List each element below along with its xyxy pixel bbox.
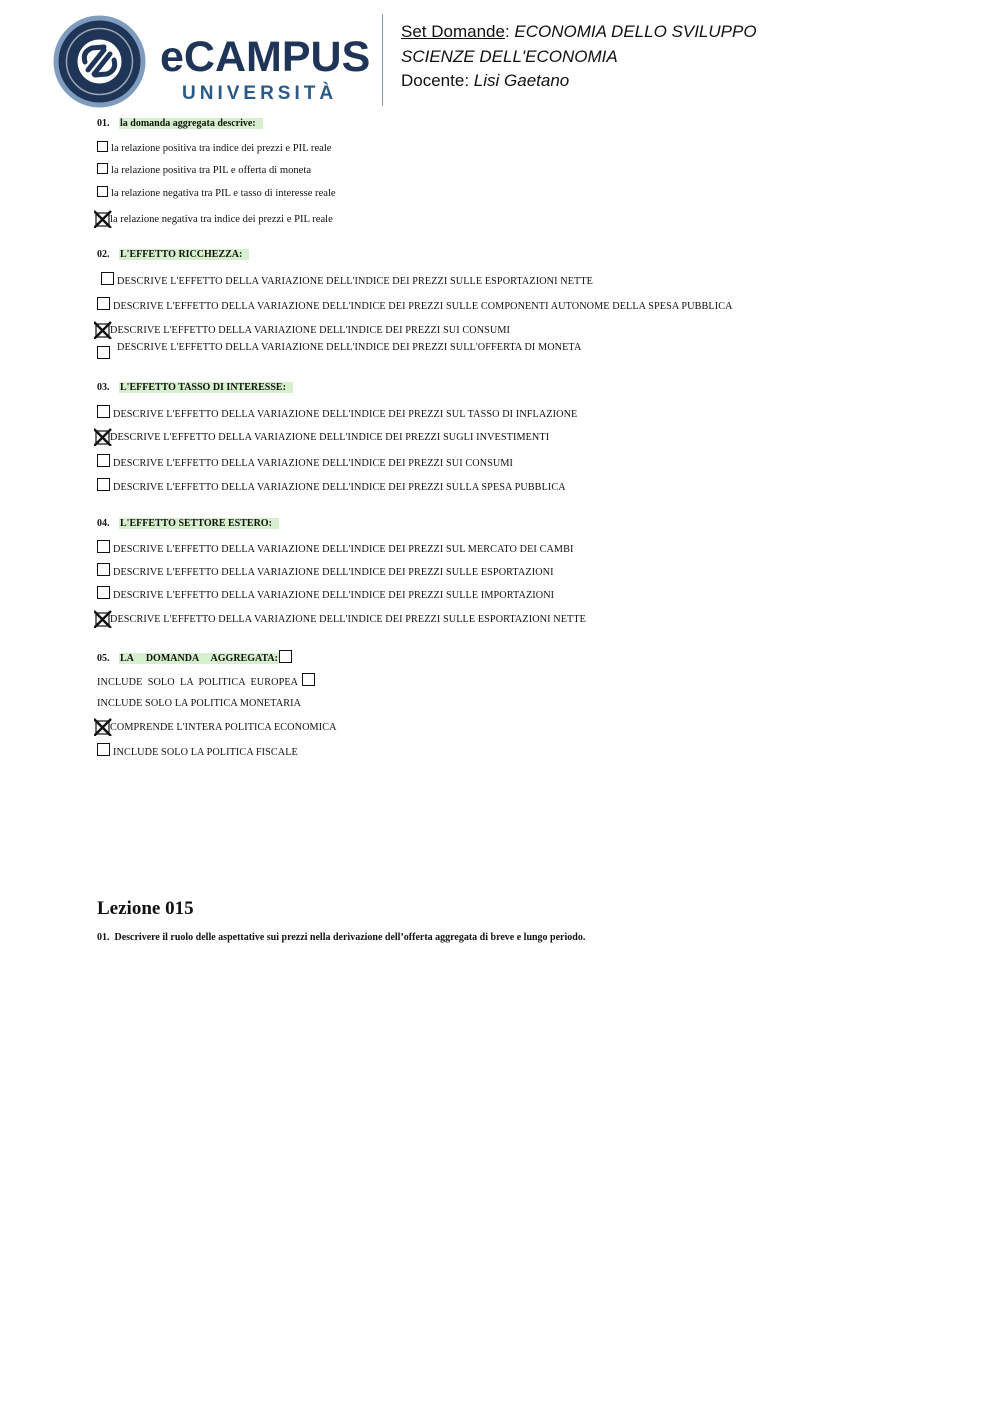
question-03-option-a[interactable] (97, 405, 577, 423)
question-02-option-c[interactable] (94, 321, 510, 339)
option-text: DESCRIVE L'EFFETTO DELLA VARIAZIONE DELL'INDICE DEI PREZZI SULLE IMPORTAZIONI (113, 590, 555, 601)
docente-label: Docente: (401, 71, 470, 90)
checkbox-checked-icon[interactable] (94, 321, 110, 337)
header-divider (382, 14, 383, 106)
option-text: DESCRIVE L'EFFETTO DELLA VARIAZIONE DELL'INDICE DEI PREZZI SULLE COMPONENTI AUTONOME DELLA SPESA PUBBLICA (113, 301, 733, 312)
question-title: LA DOMANDA AGGREGATA: (120, 653, 278, 664)
question-02-option-d[interactable] (97, 344, 581, 362)
checkbox-empty[interactable] (101, 272, 114, 285)
option-text: INCLUDE SOLO LA POLITICA FISCALE (113, 747, 298, 758)
question-01-heading (97, 117, 263, 135)
option-text: DESCRIVE L'EFFETTO DELLA VARIAZIONE DELL'INDICE DEI PREZZI SULLA SPESA PUBBLICA (113, 482, 566, 493)
checkbox-empty[interactable] (302, 673, 315, 686)
lesson-title: Lezione 015 (97, 898, 194, 919)
question-02-heading (97, 248, 249, 266)
checkbox-empty[interactable] (97, 563, 110, 576)
question-number: 03. (97, 382, 110, 393)
question-01-option-b[interactable] (97, 163, 311, 181)
question-title: L'EFFETTO TASSO DI INTERESSE: (119, 382, 293, 393)
option-text: DESCRIVE L'EFFETTO DELLA VARIAZIONE DELL'INDICE DEI PREZZI SULLE ESPORTAZIONI NETTE (110, 614, 587, 625)
option-text: DESCRIVE L'EFFETTO DELLA VARIAZIONE DELL'INDICE DEI PREZZI SUI CONSUMI (113, 458, 514, 469)
checkbox-empty[interactable] (97, 540, 110, 553)
question-number: 05. (97, 653, 110, 664)
question-02-option-b[interactable] (97, 297, 733, 315)
question-01-option-a[interactable] (97, 141, 332, 159)
question-04-heading (97, 517, 279, 535)
question-04-option-d[interactable] (94, 610, 586, 628)
option-text: la relazione positiva tra indice dei prezzi e PIL reale (111, 143, 332, 154)
question-02-option-a[interactable] (101, 272, 593, 290)
set-domande-line: Set Domande: ECONOMIA DELLO SVILUPPO (401, 22, 757, 41)
checkbox-empty[interactable] (97, 454, 110, 467)
question-01-option-d[interactable] (94, 210, 333, 228)
option-text: DESCRIVE L'EFFETTO DELLA VARIAZIONE DELL'INDICE DEI PREZZI SUL TASSO DI INFLAZIONE (113, 409, 578, 420)
docente-line (401, 70, 757, 95)
checkbox-checked-icon[interactable] (94, 428, 110, 444)
checkbox-empty[interactable] (97, 478, 110, 491)
checkbox-empty[interactable] (97, 405, 110, 418)
logo-subtitle: UNIVERSITÀ (182, 83, 338, 104)
logo-wordmark: eCAMPUS (160, 33, 371, 81)
checkbox-empty[interactable] (97, 186, 108, 197)
checkbox-empty[interactable] (97, 163, 108, 174)
set-domande-label: Set Domande (401, 22, 505, 41)
question-number: 01. (97, 932, 110, 943)
ecampus-seal-icon (52, 14, 147, 109)
option-text: DESCRIVE L'EFFETTO DELLA VARIAZIONE DELL'INDICE DEI PREZZI SUI CONSUMI (110, 325, 511, 336)
checkbox-empty[interactable] (279, 650, 292, 663)
checkbox-checked-icon[interactable] (94, 210, 110, 226)
option-text: DESCRIVE L'EFFETTO DELLA VARIAZIONE DELL'INDICE DEI PREZZI SUGLI INVESTIMENTI (110, 432, 550, 443)
checkbox-empty[interactable] (97, 346, 110, 359)
course-name: SCIENZE DELL'ECONOMIA (401, 46, 618, 66)
question-number: 02. (97, 249, 110, 260)
question-title: L'EFFETTO RICCHEZZA: (119, 249, 249, 260)
lesson-question-01 (97, 931, 585, 945)
question-04-option-a[interactable] (97, 540, 573, 558)
option-text: la relazione negativa tra indice dei prezzi e PIL reale (110, 214, 333, 225)
docente-name: Lisi Gaetano (473, 71, 570, 90)
option-text: DESCRIVE L'EFFETTO DELLA VARIAZIONE DELL'INDICE DEI PREZZI SULLE ESPORTAZIONI NETTE (117, 276, 594, 287)
question-04-option-b[interactable] (97, 563, 554, 581)
set-domande-value: ECONOMIA DELLO SVILUPPO (514, 22, 757, 41)
option-text: COMPRENDE L'INTERA POLITICA ECONOMICA (110, 722, 337, 733)
question-03-heading (97, 381, 293, 399)
ecampus-logo (52, 14, 372, 109)
question-01-option-c[interactable] (97, 186, 336, 204)
question-03-option-b[interactable] (94, 428, 549, 446)
question-05-option-a[interactable] (97, 673, 318, 691)
question-05-option-d[interactable] (97, 743, 298, 761)
checkbox-empty[interactable] (97, 141, 108, 152)
question-title: L'EFFETTO SETTORE ESTERO: (119, 518, 279, 529)
option-text: INCLUDE SOLO LA POLITICA EUROPEA (97, 677, 299, 688)
question-text: Descrivere il ruolo delle aspettative sui prezzi nella derivazione dell’offerta aggregata di breve e lungo periodo. (114, 932, 586, 943)
question-number: 01. (97, 118, 110, 129)
option-text: DESCRIVE L'EFFETTO DELLA VARIAZIONE DELL'INDICE DEI PREZZI SULLE ESPORTAZIONI (113, 567, 554, 578)
checkbox-checked-icon[interactable] (94, 718, 110, 734)
question-number: 04. (97, 518, 110, 529)
question-05-option-c[interactable] (94, 718, 337, 736)
option-text: DESCRIVE L'EFFETTO DELLA VARIAZIONE DELL'INDICE DEI PREZZI SULL'OFFERTA DI MONETA (117, 342, 582, 353)
question-05-option-b[interactable] (97, 696, 301, 714)
question-03-option-d[interactable] (97, 478, 566, 496)
checkbox-checked-icon[interactable] (94, 610, 110, 626)
option-text: INCLUDE SOLO LA POLITICA MONETARIA (97, 698, 302, 709)
option-text: la relazione negativa tra PIL e tasso di interesse reale (111, 188, 336, 199)
option-text: DESCRIVE L'EFFETTO DELLA VARIAZIONE DELL'INDICE DEI PREZZI SUL MERCATO DEI CAMBI (113, 544, 574, 555)
checkbox-empty[interactable] (97, 743, 110, 756)
question-04-option-c[interactable] (97, 586, 554, 604)
question-03-option-c[interactable] (97, 454, 513, 472)
checkbox-empty[interactable] (97, 586, 110, 599)
checkbox-empty[interactable] (97, 297, 110, 310)
question-title: la domanda aggregata descrive: (119, 118, 263, 129)
question-05-heading (97, 650, 295, 668)
header-info (401, 21, 757, 95)
option-text: la relazione positiva tra PIL e offerta di moneta (111, 165, 312, 176)
